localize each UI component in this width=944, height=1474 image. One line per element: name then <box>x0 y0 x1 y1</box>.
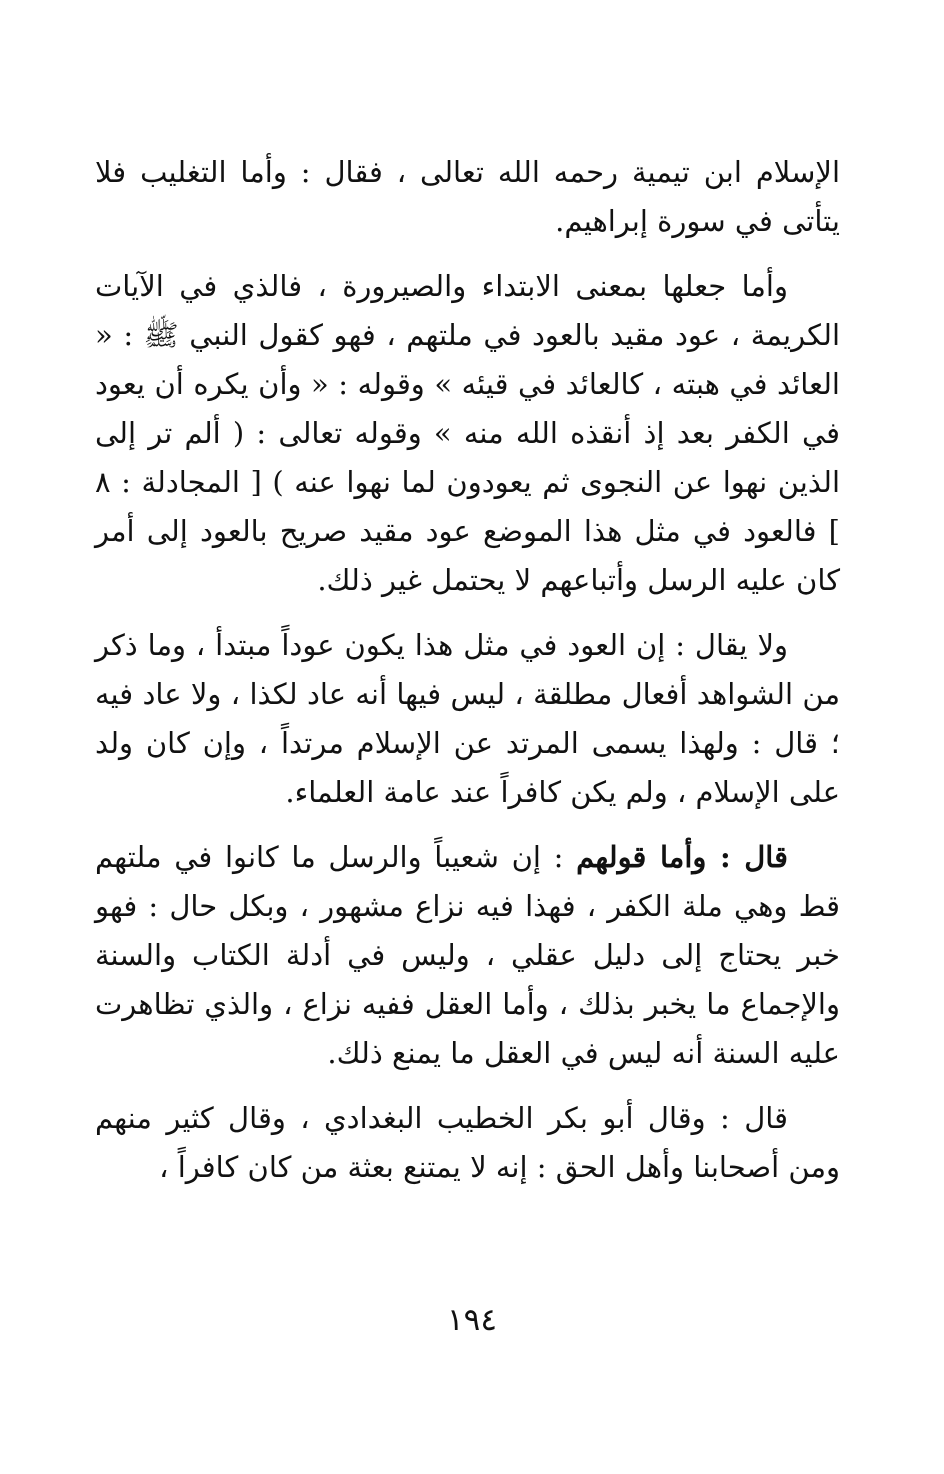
paragraph-5-text: قال : وقال أبو بكر الخطيب البغدادي ، وقال كثير منهم ومن أصحابنا وأهل الحق : إنه لا يمتنع بعثة من كان كافراً ، <box>95 1101 840 1184</box>
page-number: ١٩٤ <box>447 1302 497 1338</box>
body-text <box>95 148 840 1208</box>
paragraph-1-text: الإسلام ابن تيمية رحمه الله تعالى ، فقال : وأما التغليب فلا يتأتى في سورة إبراهيم. <box>95 155 840 238</box>
paragraph-3 <box>95 621 840 817</box>
paragraph-3-text: ولا يقال : إن العود في مثل هذا يكون عوداً مبتدأ ، وما ذكر من الشواهد أفعال مطلقة ، ليس فيها أنه عاد لكذا ، ولا عاد فيه ؛ قال : ولهذا يسمى المرتد عن الإسلام مرتداً ، وإن كان ولد على الإسلام ، ولم يكن كافراً عند عامة العلماء. <box>95 628 840 809</box>
paragraph-2-text: وأما جعلها بمعنى الابتداء والصيرورة ، فالذي في الآيات الكريمة ، عود مقيد بالعود في ملتهم ، فهو كقول النبي ﷺ : « العائد في هبته ، كالعائد في قيئه » وقوله : « وأن يكره أن يعود في الكفر بعد إذ أنقذه الله منه » وقوله تعالى : ( ألم تر إلى الذين نهوا عن النجوى ثم يعودون لما نهوا عنه ) [ المجادلة : ٨ ] فالعود في مثل هذا الموضع عود مقيد صريح بالعود إلى أمر كان عليه الرسل وأتباعهم لا يحتمل غير ذلك. <box>95 269 841 597</box>
paragraph-2 <box>95 262 840 605</box>
paragraph-4-text: : إن شعيباً والرسل ما كانوا في ملتهم قط وهي ملة الكفر ، فهذا فيه نزاع مشهور ، وبكل حال : فهو خبر يحتاج إلى دليل عقلي ، وليس في أدلة الكتاب والسنة والإجماع ما يخبر بذلك ، وأما العقل ففيه نزاع ، والذي تظاهرت عليه السنة أنه ليس في العقل ما يمنع ذلك. <box>95 840 840 1070</box>
paragraph-1 <box>95 148 840 246</box>
paragraph-4 <box>95 833 840 1078</box>
paragraph-5 <box>95 1094 840 1192</box>
paragraph-4-lead: قال : وأما قولهم <box>576 840 788 874</box>
